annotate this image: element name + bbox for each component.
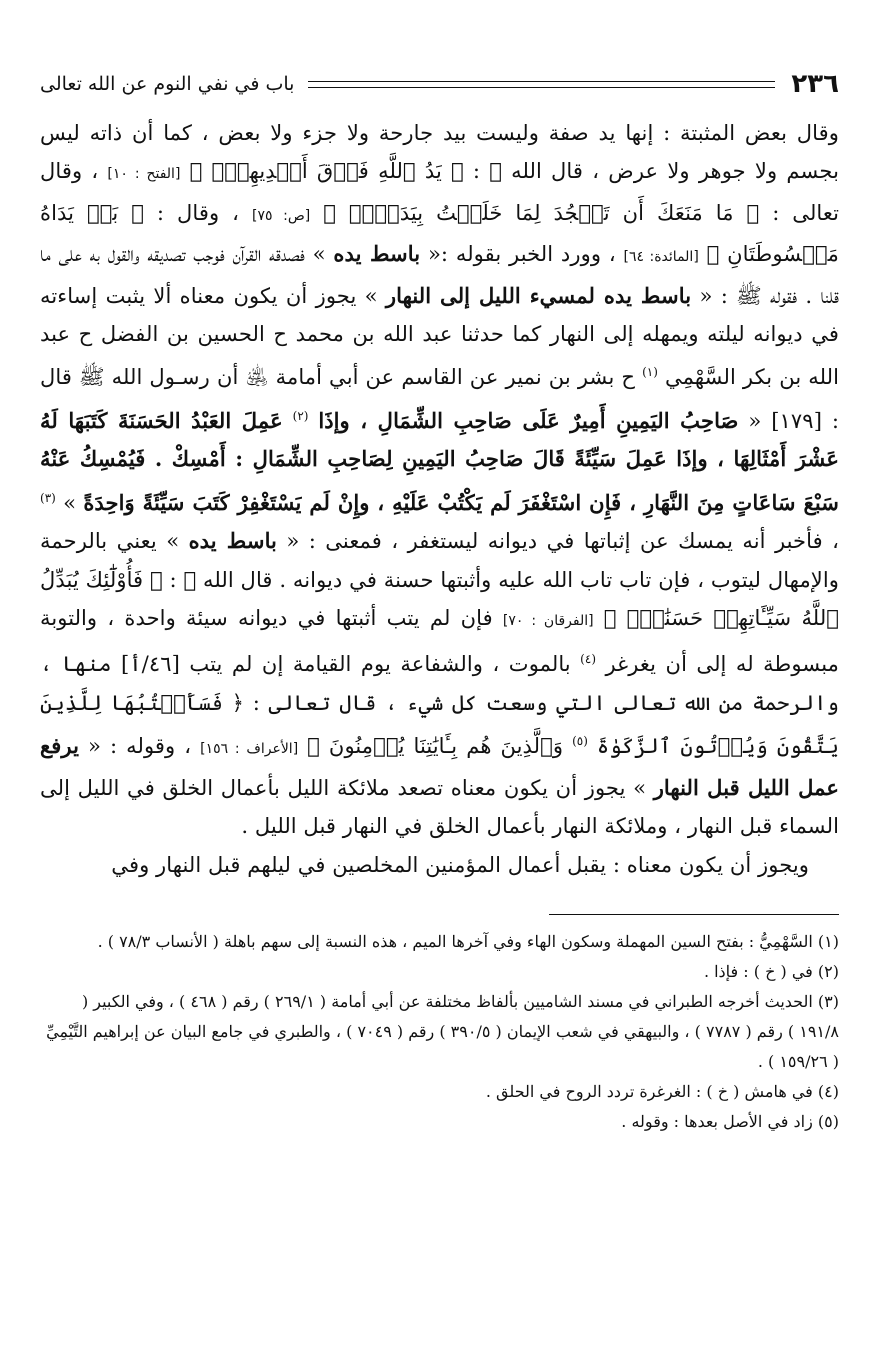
bold-phrase: باسط يده [188,528,277,554]
verse-reference: [ص: ٧٥] [251,207,311,224]
bold-phrase: باسط يده لمسيء الليل إلى النهار [385,282,692,308]
text-run: ، فأخبر أنه يمسك عن إثباتها في ديوانه ليستغفر ، فمعنى : « [276,528,839,554]
header-rule [308,81,775,88]
text-run: ، وورد الخبر بقوله :« [420,241,624,267]
footnote: (٥) زاد في الأصل بعدها : وقوله . [621,1112,839,1132]
footnote: (٢) في ( خ ) : فإذا . [703,962,839,982]
text-run [308,408,318,433]
page-header [40,62,839,106]
footnote-marker: (٥) [572,734,588,749]
text-run: ويجوز أن يكون معناه : يقبل أعمال المؤمنين المخلصين في ليلهم قبل النهار وفي [111,851,809,877]
bold-phrase: باسط يده [333,241,421,267]
bold-phrase: عَمِلَ العَبْدُ الحَسَنَةَ كَتَبَهَا لَهُ عَشْرَ أَمْثَالِهَا ، وإذَا عَمِلَ سَيِّئَةً قَالَ صَاحِبُ اليَمِينِ لِصَاحِبِ الشِّمَالِ : أَمْسِكْ . فَيُمْسِكُ عَنْهُ سَبْعَ سَاعَاتٍ مِنَ النَّهَارِ ، فَإِن اسْتَغْفَرَ لَم يَكْتُبْ عَلَيْهِ ، وإِنْ لَم يَسْتَغْفِرْ كَتَبَ سَيِّئَةً وَاحِدَةً [40,407,839,515]
bold-phrase: يرفع عمل الليل قبل النهار [40,733,840,800]
text-run: فإن لم يتب أثبتها في ديوانه سيئة واحدة ، والتوبة مبسوطة له إلى أن يغرغر [40,605,839,677]
footnote-marker: (١) [642,365,658,380]
text-run: وَٱلَّذِينَ هُم بِـَٔايَٰتِنَا يُؤۡمِنُونَ ﴾ [298,733,573,759]
footnote-separator [549,914,839,915]
body-text [40,114,839,884]
body-paragraph [40,846,839,884]
footnote: (١) السَّهْمِيُّ : بفتح السين المهملة وسكون الهاء وفي آخرها الميم ، هذه النسبة إلى سهم باهلة ( الأنساب ٧٨/٣ ) . [97,932,839,952]
text-run [283,408,293,433]
text-run: » يجوز أن يكون معناه تصعد ملائكة الليل بأعمال الخلق في الليل إلى السماء قبل النهار ، وملائكة النهار بأعمال الخلق في النهار قبل الليل . [40,774,839,839]
footnote-marker: (٤) [580,652,596,667]
footnote-marker: (٣) [40,490,56,505]
text-run: » [55,489,84,515]
footnote-marker: (٢) [292,408,309,423]
verse-reference: [الفرقان : ٧٠] [502,613,594,630]
text-run: » يجوز أن يكون معناه ألا يثبت إساءته في ديوانه ليلته ويمهله إلى النهار كما حدثنا عبد الله بن محمد ح الحسين بن الفضل ح عبد الله بن بكر السَّهْمِي [40,282,839,390]
text-run: ، وقال : ﴿ بَلۡ يَدَاهُ مَبۡسُوطَتَانِ ﴾ [40,199,839,267]
verse-reference: [المائدة: ٦٤] [623,249,699,266]
verse-reference: [الأعراف : ١٥٦] [200,741,299,758]
text-run: » فصدقه القرآن فوجب تصديقه والقول به على ما قلنا . فقوله ﷺ : « [40,241,839,308]
text-run: وقال بعض المثبتة : إنها يد صفة وليست بيد جارحة ولا جزء ولا بعض ، كما أن ذاته ليس بجسم ولا جوهر ولا عرض ، قال الله ﷻ : ﴿ يَدُ ٱللَّهِ فَوۡقَ أَيۡدِيهِمۡۚ ﴾ [40,120,840,184]
bold-phrase: صَاحِبُ اليَمِينِ أَمِيرٌ عَلَى صَاحِبِ الشِّمَالِ ، وإذَا [318,407,739,433]
page-number: ٢٣٦ [791,69,839,99]
running-title: باب في نفي النوم عن الله تعالى [40,73,295,95]
text-run: » يعني بالرحمة والإمهال ليتوب ، فإن تاب تاب الله عليه وأثبتها حسنة في ديوانه . قال الله ﷻ : ﴿ فَأُوْلَٰٓئِكَ يُبَدِّلُ ٱللَّهُ سَيِّـَٔاتِهِمۡ حَسَنَٰتٖۗ ﴾ [40,528,839,631]
footnote: (٤) في هامش ( خ ) : الغرغرة تردد الروح في الحلق . [485,1082,839,1102]
footnote: (٣) الحديث أخرجه الطبراني في مسند الشاميين بألفاظ مختلفة عن أبي أمامة ( ٢٦٩/١ ) رقم ( ٤٦٨ ) ، وفي الكبير ( ١٩١/٨ ) رقم ( ٧٧٨٧ ) ، والبيهقي في شعب الإيمان ( ٣٩٠/٥ ) رقم ( ٧٠٤٩ ) ، والطبري في جامع البيان عن إبراهيم التَّيْمِيِّ ( ١٥٩/٢٦ ) . [46,992,839,1072]
text-run: ح بشر بن نمير عن القاسم عن أبي أمامة ﵁ أن رسـول الله ﷺ قال : [١٧٩] « [40,364,839,433]
footnotes [40,927,839,1137]
text-run: ، وقال تعالى : ﴿ مَا مَنَعَكَ أَن تَسۡجُدَ لِمَا خَلَقۡتُ بِيَدَيَّۖ ﴾ [40,158,839,225]
body-paragraph [40,114,839,846]
text-run: ، وقوله : « [79,733,201,759]
text-run: بالموت ، والشفاعة يوم القيامة إن لم يتب [٤٦/أ] منها ، والرحمة من الله تعالى التي وسعت كل شيء ، قال تعالى : ﴿ فَسَأَكۡتُبُهَا لِلَّذِينَ يَتَّقُونَ وَيُؤۡتُونَ ٱلزَّكَوٰةَ [40,651,839,759]
verse-reference: [الفتح : ١٠] [107,166,181,183]
